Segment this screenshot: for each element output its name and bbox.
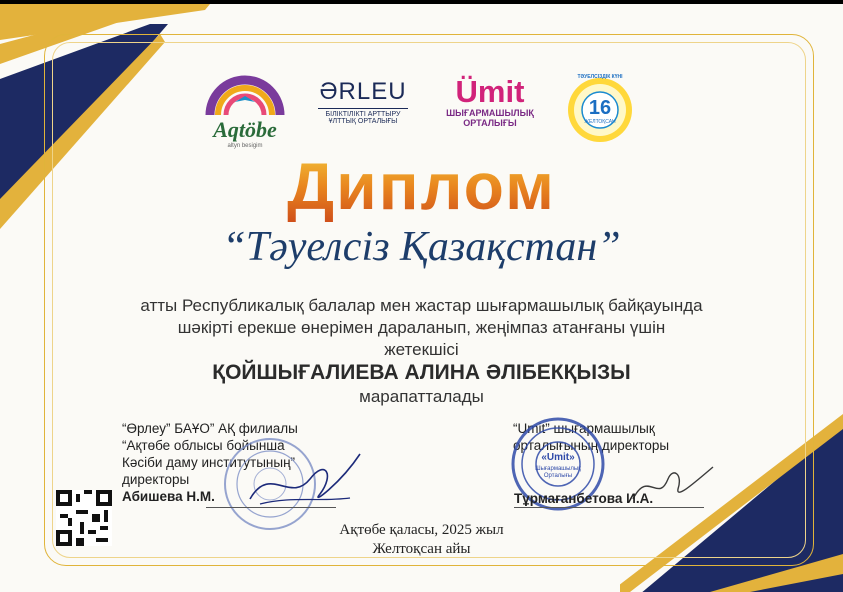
diploma-page (0, 4, 843, 592)
umit-logo-text: Ümit (455, 74, 525, 109)
left-signatory-line-4: директоры (122, 472, 190, 487)
left-signatory-line-3: Кәсіби даму институтының” (122, 455, 296, 470)
umit-logo-sub1: ШЫҒАРМАШЫЛЫҚ (446, 108, 534, 118)
left-signature (240, 444, 370, 514)
body-line-3: жетекшісі (384, 340, 459, 359)
independence-day-month: ЖЕЛТОҚСАН (584, 119, 616, 125)
left-signatory-line-2: “Ақтөбе облысы бойынша (122, 438, 285, 453)
umit-logo (436, 76, 544, 128)
independence-day-ring-text: ТӘУЕЛСІЗДІК КҮНІ (577, 74, 623, 80)
awardee-name: ҚОЙШЫҒАЛИЕВА АЛИНА ӘЛІБЕКҚЫЗЫ (212, 361, 631, 384)
right-stamp-center-text: «Umit» (541, 452, 575, 463)
left-signatory-line-1: “Өрлеу” БАҰО” АҚ филиалы (122, 421, 298, 436)
diploma-title: Диплом (0, 150, 843, 222)
body-line-4: марапатталады (359, 387, 484, 406)
right-signatory-name: Тұрмағанбетова И.А. (514, 491, 654, 506)
right-signatory-line-1: “Umit” шығармашылық (513, 421, 655, 436)
umit-logo-sub2: ОРТАЛЫҒЫ (463, 118, 517, 128)
left-signatory-name: Абишева Н.М. (122, 489, 215, 504)
aqtobe-logo-text: Aqtöbe (213, 117, 277, 142)
right-signatory-line-2: орталығының директоры (513, 438, 670, 453)
body-line-1: атты Республикалық балалар мен жастар шығармашылық байқауында (140, 296, 703, 315)
orleu-logo (318, 78, 408, 125)
orleu-logo-sub1: БІЛІКТІЛІКТІ АРТТЫРУ (318, 108, 408, 118)
right-signature-line (514, 507, 704, 508)
footer-month: Желтоқсан айы (372, 541, 471, 557)
independence-day-emblem (566, 76, 634, 144)
aqtobe-rainbow-icon (200, 70, 290, 120)
orleu-logo-sub2: ҰЛТТЫҚ ОРТАЛЫҒЫ (328, 118, 398, 125)
aqtobe-logo (200, 70, 290, 149)
left-signature-line (206, 507, 336, 508)
footer-city-year: Ақтөбе қаласы, 2025 жыл (339, 522, 504, 538)
body-line-2: шәкірті ерекше өнерімен дараланып, жеңімпаз атанғаны үшін (177, 318, 666, 337)
right-stamp-sub-text: Шығармашылық Орталығы (535, 466, 581, 479)
diploma-subtitle: “Тәуелсіз Қазақстан” (222, 224, 621, 270)
aqtobe-logo-tagline: altyn besigim (227, 143, 263, 149)
orleu-logo-text: ƏRLEU (319, 78, 407, 105)
independence-day-number: 16 (588, 97, 612, 119)
